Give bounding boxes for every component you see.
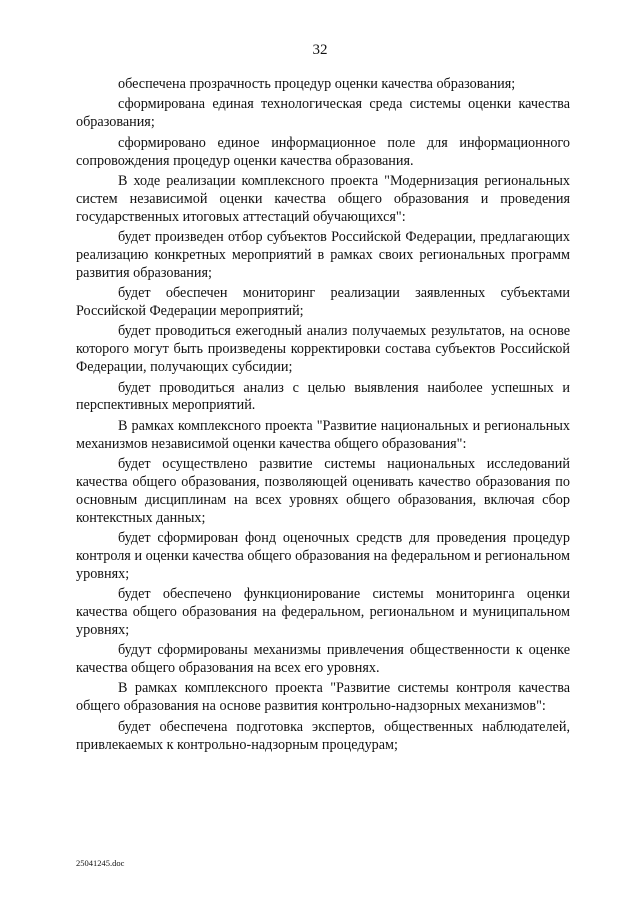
paragraph: будут сформированы механизмы привлечения общественности к оценке качества общего образования на всех его уровнях. (76, 642, 570, 676)
body-text (76, 76, 570, 754)
paragraph: будет обеспечена подготовка экспертов, общественных наблюдателей, привлекаемых к контрольно-надзорным процедурам; (76, 718, 570, 753)
paragraph: В рамках комплексного проекта "Развитие системы контроля качества общего образования на основе развития контрольно-надзорных механизмов": (76, 680, 570, 715)
paragraph: сформирована единая технологическая среда системы оценки качества образования; (76, 96, 570, 131)
paragraph: В рамках комплексного проекта "Развитие национальных и региональных механизмов независимой оценки качества общего образования": (76, 417, 570, 452)
page-number: 32 (312, 42, 328, 58)
paragraph: будет проводиться ежегодный анализ получаемых результатов, на основе которого могут быть произведены корректировки состава субъектов Российской Федерации, получающих субсидии; (76, 323, 570, 376)
paragraph: сформировано единое информационное поле для информационного сопровождения процедур оценки качества образования. (76, 134, 570, 169)
paragraph: В ходе реализации комплексного проекта "Модернизация региональных систем независимой оценки качества общего образования и проведения государственных итоговых аттестаций обучающихся": (76, 173, 570, 225)
paragraph: будет проводиться анализ с целью выявления наиболее успешных и перспективных мероприятий. (76, 379, 570, 414)
paragraph: будет сформирован фонд оценочных средств для проведения процедур контроля и оценки качества общего образования на федеральном и региональном уровнях; (76, 530, 570, 582)
paragraph: будет обеспечен мониторинг реализации заявленных субъектами Российской Федерации мероприятий; (76, 285, 570, 319)
footer-filename: 25041245.doc (76, 858, 125, 868)
paragraph: будет обеспечено функционирование системы мониторинга оценки качества общего образования на федеральном, региональном и муниципальном уровнях; (76, 586, 570, 638)
paragraph: обеспечена прозрачность процедур оценки качества образования; (118, 76, 516, 92)
paragraph: будет осуществлено развитие системы национальных исследований качества общего образования, позволяющей оценивать качество образования по основным дисциплинам на всех уровнях общего образования, включая сбор контекстных данных; (76, 456, 570, 526)
paragraph: будет произведен отбор субъектов Российской Федерации, предлагающих реализацию конкретных мероприятий в рамках своих региональных программ развития образования; (76, 229, 570, 281)
